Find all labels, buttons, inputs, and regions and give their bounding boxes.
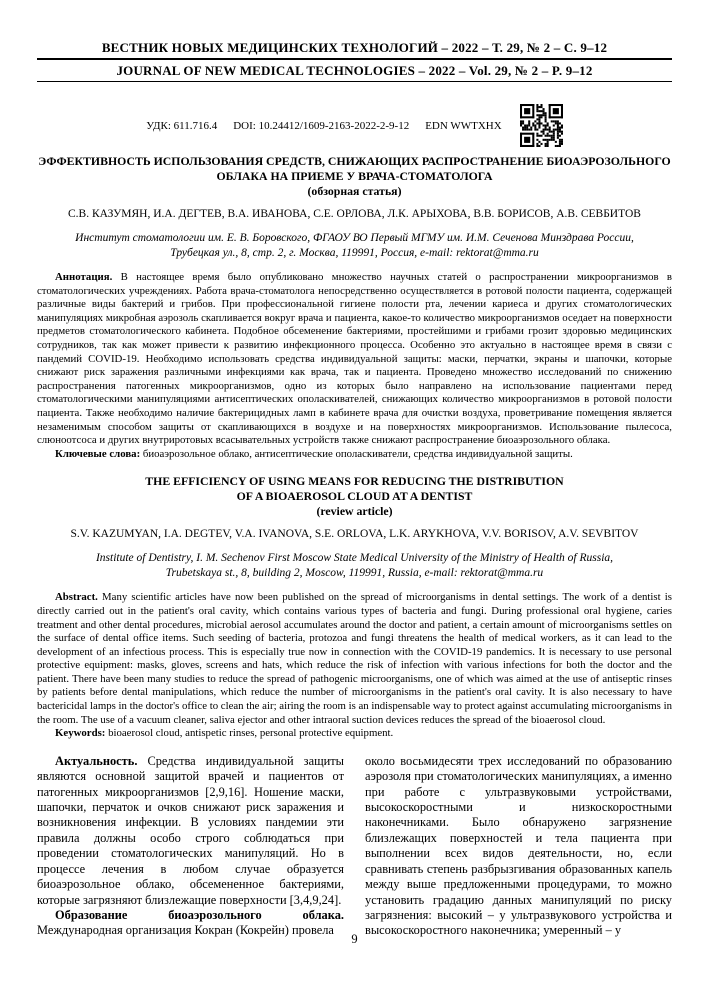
article-title-en xyxy=(37,474,672,519)
authors-en: S.V. KAZUMYAN, I.A. DEGTEV, V.A. IVANOVA, S.E. ORLOVA, L.K. ARYKHOVA, V.V. BORISOV, A.V. SEVBITOV xyxy=(70,528,639,541)
abstract-ru-label: Аннотация. xyxy=(55,271,113,283)
abstract-ru-text: Аннотация. В настоящее время было опубликовано множество научных статей о распространении микроорганизмов в стоматологических учреждениях. Работа врача-стоматолога непосредственно осуществляется в ротовой полости пациента, содержащей различные виды бактерий и грибов. При профессиональной гигиене полости рта, лечении кариеса и других стоматологических манипуляциях микробная аэрозоль скапливается вокруг врача и пациента, какое-то количество микроорганизмов оседает на поверхности предметов стоматологического кабинета. Подобное обсеменение бактериями, простейшими и грибами грозит здоровью медицинских сотрудников, так как может привести к развитию инфекционного процесса. Особенно это актуально в настоящее время в связи с пандемий COVID-19. Необходимо использовать средства индивидуальной защиты: маски, перчатки, экраны и шапочки, которые снижают риск заражения различными инфекциями как врача, так и пациента. Проведено множество исследований по снижению распространения патогенных микроорганизмов, одно из которых было направлено на использование пациентами перед стоматологическими манипуляциями антисептических ополаскивателей, снижающих количество микроорганизмов в ротовой полости пациента. Также необходимо наличие бактерицидных ламп в кабинете врача для очистки воздуха, проветривание помещения является незаменимым способом защиты от скапливающихся в воздухе и на поверхностях микроорганизмов. Использование пылесоса, слюноотсоса и других внутриротовых всасывательных устройств также снижают распространение биоаэрозольного облака. xyxy=(37,271,672,447)
affiliation-en xyxy=(37,551,672,580)
article-title-ru-line2: ОБЛАКА НА ПРИЕМЕ У ВРАЧА-СТОМАТОЛОГА xyxy=(216,169,493,183)
affiliation-en-line2: Trubetskaya st., 8, building 2, Moscow, 119991, Russia, e-mail: rektorat@mma.ru xyxy=(165,566,544,579)
keywords-ru-label: Ключевые слова: xyxy=(55,447,141,460)
paragraph-aktualnost: Актуальность. Средства индивидуальной защиты являются основной защитой врачей и пациентов от патогенных микроорганизмов [2,9,16]. Ношение маски, шапочки, перчаток и очков снижают риск заражения и возникновения инфекции. В условиях пандемии эти правила должны особо строго соблюдаться при проведении стоматологических манипуляций. Но в процессе лечения в любом случае образуется биоаэрозольное облако, обсемененное бактериями, которые загрязняют близлежащие поверхности [3,4,9,24]. xyxy=(37,753,344,907)
keywords-en: Keywords: bioaerosol cloud, antispetic rinses, personal protective equipment. xyxy=(55,727,394,740)
article-meta-row xyxy=(37,104,672,147)
paragraph-continuation: около восьмидесяти трех исследований по образованию аэрозоля при стоматологических манипуляциях, а именно при работе с ультразвуковыми устройствами, высокоскоростными и низкоскоростными наконечниками. Было обнаружено загрязнение близлежащих поверхностей и тела пациента при выполнении всех видов деятельности, но, если сравнивать степень разбрызгивания образованных капель между выше предложенными процедурами, то можно установить градацию данных манипуляций по риску загрязнения: высокий – у ультразвукового устройства и высокоскоростного наконечника; умеренный – у xyxy=(365,753,672,938)
keywords-ru: Ключевые слова: биоаэрозольное облако, антисептические ополаскиватели, средства индивидуальной защиты. xyxy=(55,447,573,460)
body-column-left xyxy=(37,754,344,939)
abstract-en-label: Abstract. xyxy=(55,591,98,604)
article-body xyxy=(37,754,672,939)
journal-title-en: JOURNAL OF NEW MEDICAL TECHNOLOGIES – 2022 – Vol. 29, № 2 – P. 9–12 xyxy=(116,63,593,78)
edn-label: EDN WWTXHX xyxy=(425,119,502,132)
article-title-en-line2: OF A BIOAEROSOL CLOUD AT A DENTIST xyxy=(236,489,473,504)
header-rule-thick xyxy=(37,58,672,60)
keywords-en-label: Keywords: xyxy=(55,727,106,740)
article-title-ru xyxy=(37,154,672,199)
abstract-en-text: Abstract. Many scientific articles have now been published on the spread of microorganisms in dental settings. The work of a dentist is directly carried out in the patient's oral cavity, which contains various types of bacteria and fungi. During professional oral hygiene, caries treatment and other dental procedures, microbial aerosol accumulates around the doctor and patient, a certain amount of microorganisms settles on the surface of dental office items. Such seeding of bacteria, protozoa and fungi threatens the health of medical workers, as it can lead to the development of an infectious process. This is especially true now in connection with the COVID-19 pandemics. It is necessary to use personal protective equipment: masks, gloves, screens and hats, which reduce the risk of infection with various infections for both the doctor and the patient. There have been many studies to reduce the spread of pathogenic microorganisms, one of which was aimed at the use of antiseptic rinses by patients before dental manipulations, which reduce the number of microorganisms in the patient's oral cavity. It is also necessary to have bactericidal lamps in the doctor's office to clean the air; airing the room is an indispensable way to protect against accumulating microorganisms in the room. The use of a vacuum cleaner, saliva ejector and other intraoral suction devices reduces the spread of the bioaerosol cloud. xyxy=(37,591,672,726)
affiliation-ru-line2: Трубецкая ул., 8, стр. 2, г. Москва, 119991, Россия, e-mail: rektorat@mma.ru xyxy=(170,246,539,259)
header-rule-thin xyxy=(37,81,672,82)
body-column-right xyxy=(365,754,672,939)
article-subtitle-en: (review article) xyxy=(316,504,393,519)
affiliation-en-line1: Institute of Dentistry, I. M. Sechenov First Moscow State Medical University of the Ministry of Health of Russia, xyxy=(95,552,614,565)
abstract-ru xyxy=(37,271,672,461)
udk-label: УДК: 611.716.4 xyxy=(146,119,218,132)
affiliation-ru xyxy=(37,231,672,260)
affiliation-ru-line1: Институт стоматологии им. Е. В. Боровского, ФГАОУ ВО Первый МГМУ им. И.М. Сеченова Минздрава России, xyxy=(75,232,634,244)
page-number: 9 xyxy=(351,932,358,946)
doi-label: DOI: 10.24412/1609-2163-2022-2-9-12 xyxy=(233,119,410,132)
article-title-en-line1: THE EFFICIENCY OF USING MEANS FOR REDUCING THE DISTRIBUTION xyxy=(145,474,564,489)
article-title-ru-line1: ЭФФЕКТИВНОСТЬ ИСПОЛЬЗОВАНИЯ СРЕДСТВ, СНИЖАЮЩИХ РАСПРОСТРАНЕНИЕ БИОАЭРОЗОЛЬНОГО xyxy=(38,154,671,168)
qr-code-icon xyxy=(520,104,563,147)
abstract-en xyxy=(37,591,672,741)
journal-header xyxy=(37,40,672,82)
paragraph-obrazovanie: Образование биоаэрозольного облака. Международная организация Кокран (Кокрейн) провела xyxy=(37,907,344,938)
journal-title-ru: ВЕСТНИК НОВЫХ МЕДИЦИНСКИХ ТЕХНОЛОГИЙ – 2022 – Т. 29, № 2 – С. 9–12 xyxy=(101,40,608,55)
article-subtitle-ru: (обзорная статья) xyxy=(307,184,402,198)
authors-ru: С.В. КАЗУМЯН, И.А. ДЕГТЕВ, В.А. ИВАНОВА, С.Е. ОРЛОВА, Л.К. АРЫХОВА, В.В. БОРИСОВ, А.В. СЕВБИТОВ xyxy=(68,208,641,220)
